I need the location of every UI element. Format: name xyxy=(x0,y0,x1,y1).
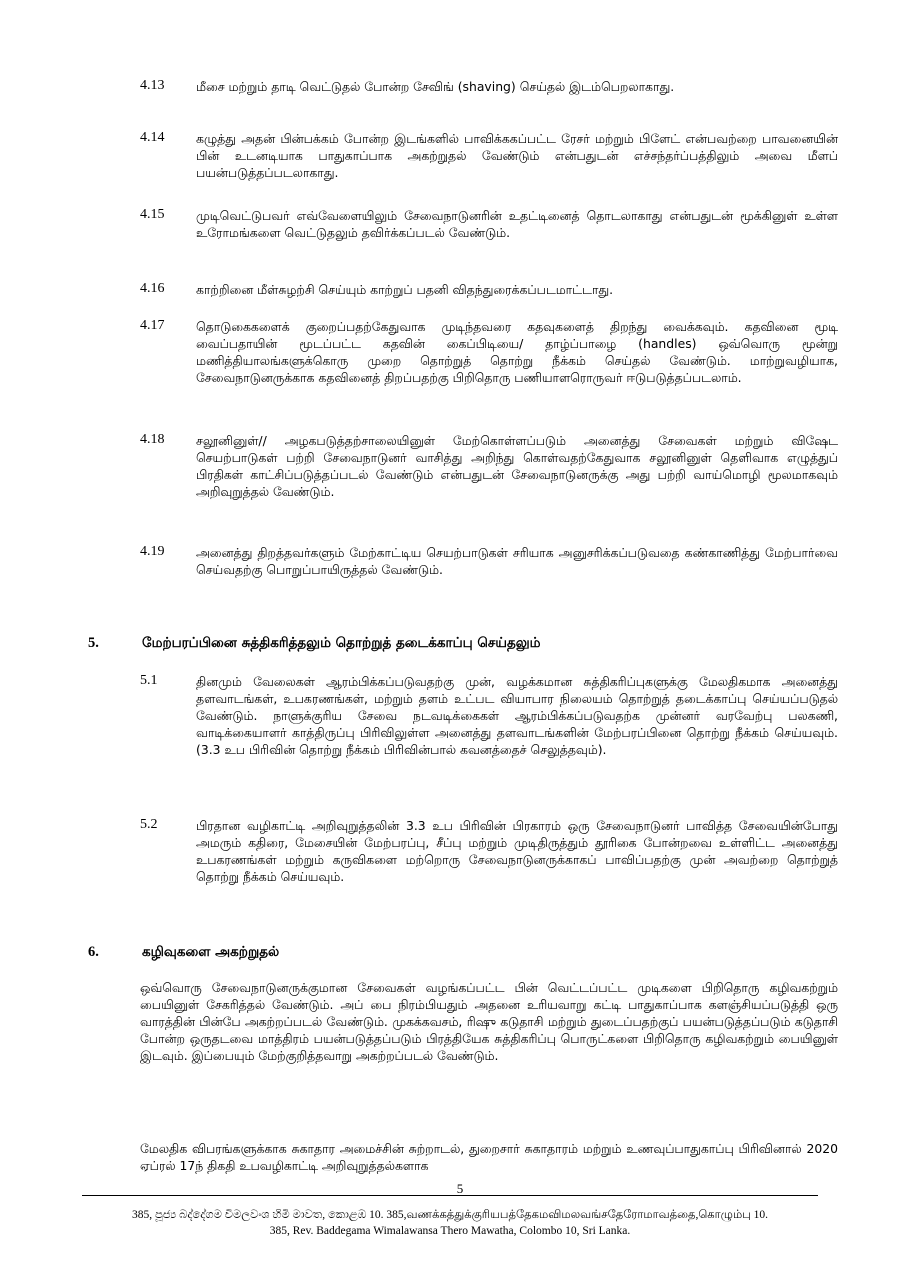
clause-number: 4.18 xyxy=(140,432,165,447)
clause-text: காற்றினை மீள்சுழற்சி செய்யும் காற்றுப் பதனி விதந்துரைக்கப்படமாட்டாது. xyxy=(196,282,614,297)
page-number: 5 xyxy=(456,1181,464,1196)
clause-number: 4.16 xyxy=(140,281,165,296)
section-number: 5. xyxy=(88,635,99,651)
clause-number: 4.15 xyxy=(140,207,165,222)
clause-text: தினமும் வேலைகள் ஆரம்பிக்கப்படுவதற்கு முன், வழக்கமான சுத்திகரிப்புகளுக்கு மேலதிகமாக அனைத்து தளவாடங்கள், உபகரணங்கள், மற்றும் தளம் உட்பட வியாபார நிலையம் தொற்றுத் தடைக்காப்பு செய்யப்படுதல் வேண்டும். நாளுக்குரிய சேவை நடவடிக்கைகள் ஆரம்பிக்கப்படுவதற்க முன்னர் வரவேற்பு பலகணி, வாடிக்கையாளர் காத்திருப்பு பிரிவிலுள்ள அனைத்து தளவாடங்களின் மேற்பரப்பினை தொற்று நீக்கம் செய்யவும். (3.3 உப பிரிவின் தொற்று நீக்கம் பிரிவின்பால் கவனத்தைச் செலுத்தவும்). xyxy=(196,674,838,757)
section-title: மேற்பரப்பினை சுத்திகரித்தலும் தொற்றுத் தடைக்காப்பு செய்தலும் xyxy=(142,635,541,651)
clause-number: 4.19 xyxy=(140,544,165,559)
footer-address-line-1: 385, පූජ්‍ය බද්දේගම විමලවංශ හිමි මාවත, කොළඹ 10. 385,வணக்கத்துக்குரியபத்தேகமவிமலவங்சதேரோமாவத்தை,கொழும்பு 10. xyxy=(131,1209,769,1221)
clause-text: சலூனினுள்// அழகபடுத்தற்சாலையினுள் மேற்கொள்ளப்படும் அனைத்து சேவைகள் மற்றும் விஷேட செயற்பாடுகள் பற்றி சேவைநாடுனர் வாசித்து அறிந்து கொள்வதற்கேதுவாக சலூனினுள் தெளிவாக எழுத்துப் பிரதிகள் காட்சிப்படுத்தப்படல் வேண்டும் என்பதுடன் சேவைநாடுனருக்கு அது பற்றி வாய்மொழி மூலமாகவும் அறிவுறுத்தல் வேண்டும். xyxy=(196,433,838,499)
clause-number: 5.2 xyxy=(140,817,158,832)
section-6-paragraph: ஒவ்வொரு சேவைநாடுனருக்குமான சேவைகள் வழங்கப்பட்ட பின் வெட்டப்பட்ட முடிகளை பிறிதொரு கழிவகற்றும் பையினுள் சேகரித்தல் வேண்டும். அப் பை நிரம்பியதும் அதனை உரியவாறு கட்டி பாதுகாப்பாக களஞ்சியப்படுத்தி ஒரு வாரத்தின் பின்பே அகற்றப்படல் வேண்டும். முகக்கவசம், ரிஷு கடுதாசி மற்றும் துடைப்பதற்குப் பயன்படுத்தப்படும் கடுதாசி போன்ற ஒருதடவை மாத்திரம் பயன்படுத்தப்படும் பிரத்தியேக சுத்திகரிப்பு பொருட்களை பிறிதொரு கழிவகற்றும் பையினுள் இடவும். இப்பையும் மேற்குறித்தவாறு அகற்றப்படல் வேண்டும். xyxy=(140,980,838,1063)
clause-number: 4.14 xyxy=(140,130,165,145)
clause-text: கழுத்து அதன் பின்பக்கம் போன்ற இடங்களில் பாவிக்ககப்பட்ட ரேசர் மற்றும் பிளேட் என்பவற்றை பாவனையின் பின் உடனடியாக பாதுகாப்பாக அகற்றுதல் வேண்டும் என்பதுடன் எச்சந்தர்ப்பத்திலும் அவை மீளப் பயன்படுத்தப்படலாகாது. xyxy=(196,131,838,180)
footer-divider xyxy=(82,1195,818,1196)
section-title: கழிவுகளை அகற்றுதல் xyxy=(142,944,280,960)
clause-text: மீசை மற்றும் தாடி வெட்டுதல் போன்ற சேவிங் (shaving) செய்தல் இடம்பெறலாகாது. xyxy=(196,79,675,94)
section-number: 6. xyxy=(88,944,99,960)
clause-number: 5.1 xyxy=(140,673,158,688)
clause-text: முடிவெட்டுபவர் எவ்வேளையிலும் சேவைநாடுனரின் உதட்டினைத் தொடலாகாது என்பதுடன் மூக்கினுள் உள்ள உரோமங்களை வெட்டுதலும் தவிர்க்கப்படல் வேண்டும். xyxy=(196,208,838,240)
clause-text: அனைத்து திறத்தவர்களும் மேற்காட்டிய செயற்பாடுகள் சரியாக அனுசரிக்கப்படுவதை கண்காணித்து மேற்பார்வை செய்வதற்கு பொறுப்பாயிருத்தல் வேண்டும். xyxy=(196,545,838,577)
clause-number: 4.17 xyxy=(140,318,165,333)
closing-paragraph: மேலதிக விபரங்களுக்காக சுகாதார அமைச்சின் சுற்றாடல், துறைசார் சுகாதாரம் மற்றும் உணவுப்பாதுகாப்பு பிரிவினால் 2020 ஏப்ரல் 17ந் திகதி உபவழிகாட்டி அறிவுறுத்தல்களாக xyxy=(140,1141,838,1173)
clause-number: 4.13 xyxy=(140,78,165,93)
footer-address-line-2: 385, Rev. Baddegama Wimalawansa Thero Mawatha, Colombo 10, Sri Lanka. xyxy=(269,1225,631,1237)
clause-text: தொடுகைகளைக் குறைப்பதற்கேதுவாக முடிந்தவரை கதவுகளைத் திறந்து வைக்கவும். கதவினை மூடி வைப்பதாயின் மூடப்பட்ட கதவின் கைப்பிடியை/ தாழ்ப்பாழை (handles) ஒவ்வொரு மூன்று மணித்தியாலங்களுக்கொரு முறை தொற்றுத் தொற்று நீக்கம் செய்தல் வேண்டும். மாற்றுவழியாக, சேவைநாடுனருக்காக கதவினைத் திறப்பதற்கு பிறிதொரு பணியாளரொருவர் ஈடுபடுத்தப்படலாம். xyxy=(196,319,838,385)
clause-text: பிரதான வழிகாட்டி அறிவுறுத்தலின் 3.3 உப பிரிவின் பிரகாரம் ஒரு சேவைநாடுனர் பாவித்த சேவையின்போது அமரும் கதிரை, மேசையின் மேற்பரப்பு, சீப்பு மற்றும் முடிதிருத்தும் தூரிகை போன்றவை உள்ளிட்ட அனைத்து உபகரணங்கள் மற்றும் கருவிகளை மற்றொரு சேவைநாடுனருக்காகப் பாவிப்பதற்கு முன் அவற்றை தொற்றுத் தொற்று நீக்கம் செய்யவும். xyxy=(196,818,838,884)
